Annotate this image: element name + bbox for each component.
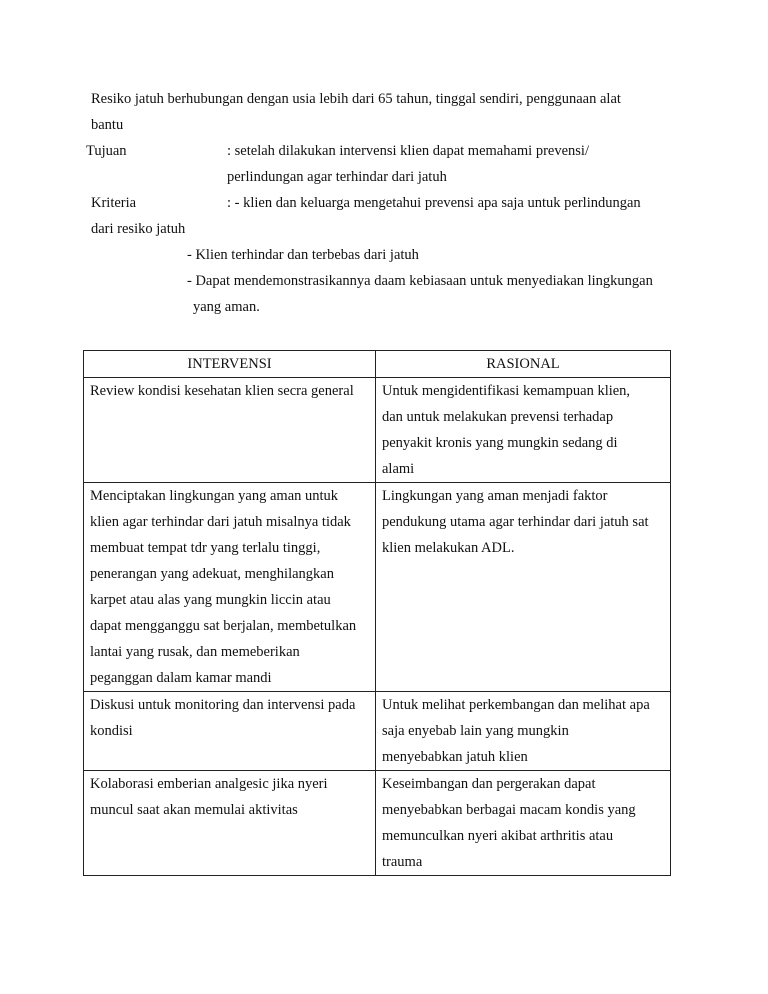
rasional-cell xyxy=(376,771,671,876)
kriteria-item-3-line-1: - Dapat mendemonstrasikannya daam kebiasaan untuk menyediakan lingkungan xyxy=(187,273,653,289)
table-row xyxy=(84,692,671,771)
intervention-table xyxy=(83,350,671,876)
header-intervensi: INTERVENSI xyxy=(84,351,376,378)
rasional-text: Lingkungan yang aman menjadi faktor pendukung utama agar terhindar dari jatuh sat klien melakukan ADL. xyxy=(382,488,649,556)
kriteria-line-2: dari resiko jatuh xyxy=(91,221,186,237)
tujuan-line-2: perlindungan agar terhindar dari jatuh xyxy=(227,169,447,185)
intervensi-text: Diskusi untuk monitoring dan intervensi pada kondisi xyxy=(90,697,356,739)
tujuan-label: Tujuan xyxy=(86,143,127,159)
rasional-text: Keseimbangan dan pergerakan dapat menyebabkan berbagai macam kondis yang memunculkan nyeri akibat arthritis atau trauma xyxy=(382,776,636,870)
table-row xyxy=(84,378,671,483)
rasional-cell xyxy=(376,483,671,692)
intervensi-text: Menciptakan lingkungan yang aman untuk klien agar terhindar dari jatuh misalnya tidak membuat tempat tdr yang terlalu tinggi, penerangan yang adekuat, menghilangkan karpet atau alas yang mungkin liccin atau dapat mengganggu sat berjalan, membetulkan lantai yang rusak, dan memeberikan peganggan dalam kamar mandi xyxy=(90,488,357,686)
intervensi-cell xyxy=(84,378,376,483)
table-header-row xyxy=(84,351,671,378)
kriteria-item-2: - Klien terhindar dan terbebas dari jatuh xyxy=(187,247,419,263)
intro-line-2: bantu xyxy=(91,117,124,133)
header-rasional: RASIONAL xyxy=(376,351,671,378)
kriteria-item-3-line-2: yang aman. xyxy=(193,299,260,315)
table-row xyxy=(84,771,671,876)
intro-line-1: Resiko jatuh berhubungan dengan usia lebih dari 65 tahun, tinggal sendiri, penggunaan alat xyxy=(91,91,621,107)
intervensi-cell xyxy=(84,483,376,692)
intervensi-text: Kolaborasi emberian analgesic jika nyeri muncul saat akan memulai aktivitas xyxy=(90,776,328,818)
rasional-cell xyxy=(376,378,671,483)
rasional-text: Untuk melihat perkembangan dan melihat apa saja enyebab lain yang mungkin menyebabkan jatuh klien xyxy=(382,697,650,765)
tujuan-line-1: : setelah dilakukan intervensi klien dapat memahami prevensi/ xyxy=(227,143,589,159)
rasional-text: Untuk mengidentifikasi kemampuan klien, dan untuk melakukan prevensi terhadap penyakit kronis yang mungkin sedang di alami xyxy=(382,383,631,477)
table-row xyxy=(84,483,671,692)
intervensi-text: Review kondisi kesehatan klien secra general xyxy=(90,383,354,399)
intervensi-cell xyxy=(84,692,376,771)
intervensi-cell xyxy=(84,771,376,876)
kriteria-label: Kriteria xyxy=(91,195,137,211)
rasional-cell xyxy=(376,692,671,771)
kriteria-line-1: : - klien dan keluarga mengetahui prevensi apa saja untuk perlindungan xyxy=(227,195,641,211)
